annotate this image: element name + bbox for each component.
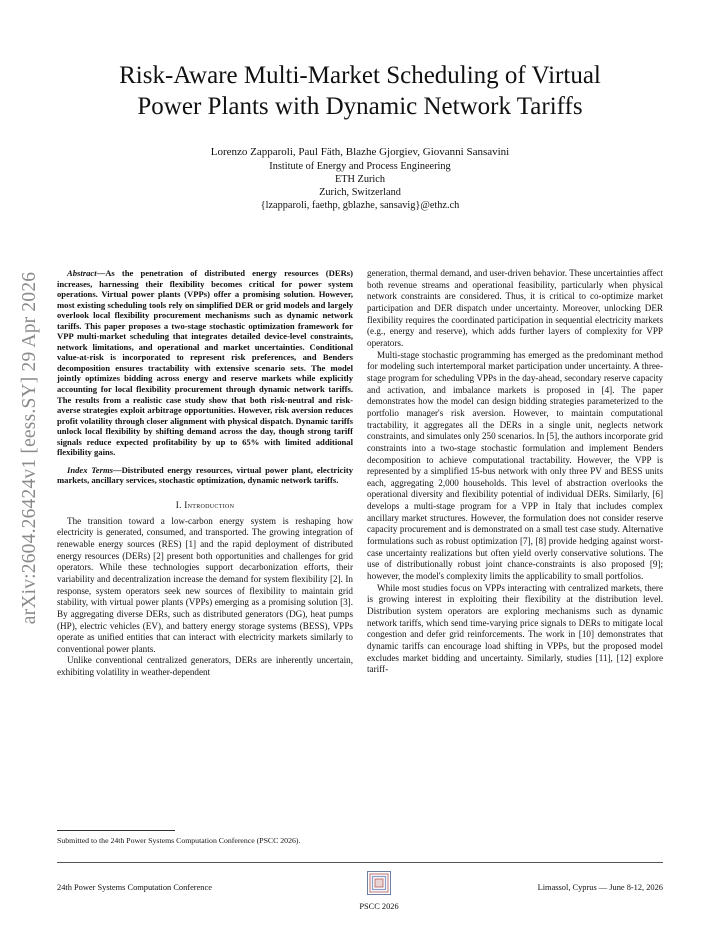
title-line-1: Risk-Aware Multi-Market Scheduling of Virtual [119, 62, 601, 89]
section-heading-introduction: I. Introduction [175, 499, 235, 510]
footer-divider [57, 862, 663, 863]
arxiv-identifier [8, 258, 52, 638]
intro-paragraph-1: The transition toward a low-carbon energy system is reshaping how electricity is generated, consumed, and transported. The growing integration of renewable energy sources (RES) [1] and the rapid deployment of distributed energy resources (DERs) [2] present both opportunities and challenges for grid operators. While these technologies support decarbonization efforts, their variability and decentralization increase the demand for system flexibility [2]. In response, system operators seek new sources of flexibility to maintain grid stability, with virtual power plants (VPPs) emerging as a promising solution [3]. By aggregating diverse DERs, such as distributed generators (DG), heat pumps (HP), electric vehicles (EV), and battery energy storage systems (BESS), VPPs operate as unified entities that can interact with electricity markets similarly to conventional power plants. [57, 515, 353, 654]
index-terms-label: Index Terms [67, 464, 113, 475]
title-line-2: Power Plants with Dynamic Network Tariffs [137, 93, 583, 120]
abstract [57, 268, 353, 458]
intro-paragraph-2: Unlike conventional centralized generators, DERs are inherently uncertain, exhibiting volatility in weather-dependent [57, 655, 353, 678]
right-paragraph-3: While most studies focus on VPPs interacting with centralized markets, there is growing interest in exploiting their flexibility at the distribution level. Distribution system operators are exploring mechanisms such as dynamic network tariffs, which send time-varying price signals to DERs to mitigate local congestion and defer grid reinforcements. The work in [10] demonstrates that dynamic tariffs can encourage load shifting in VPPs, but the proposed model excludes market bidding and uncertainty. Similarly, studies [11], [12] explore tariff- [367, 582, 663, 675]
footnote-divider [57, 830, 175, 831]
paper-title [60, 60, 660, 122]
right-paragraph-2: Multi-stage stochastic programming has emerged as the predominant method for modeling such intertemporal market participation under uncertainty. A three-stage program for scheduling VPPs in the day-ahead, secondary reserve capacity and activation, and imbalance markets is proposed in [4]. The paper demonstrates how the model can design bidding strategies parameterized to the portfolio manager's risk aversion. However, to maintain computational tractability, it aggregates all the DERs in a single unit, neglects network constraints, and simulates only 250 scenarios. In [5], the authors incorporate grid constraints into a two-stage stochastic formulation and implement Benders decomposition to achieve computational tractability. However, the VPP is represented by a simplified 15-bus network with only three PV and BESS units each, aggregating 2,000 households. This level of abstraction overlooks the operational diversity and flexibility potential of individual DERs. Similarly, [6] develops a multi-stage program for a VPP in Italy that includes complex ancillary market structures. However, the formulation does not consider reserve capacity procurement and is demonstrated on a small test case study. Alternative formulations such as robust optimization [7], [8] provide hedging against worst-case uncertainty realizations but often yield overly conservative solutions. The use of distributionally robust joint chance-constraints is also proposed [9]; however, the model's complexity limits the applicability to small portfolios. [367, 349, 663, 582]
footer-conference: 24th Power Systems Computation Conference [57, 883, 212, 892]
author-emails: {lzapparoli, faethp, gblazhe, sansavig}@ethz.ch [260, 200, 460, 211]
pscc-logo-icon [367, 871, 391, 895]
index-terms-text: —Distributed energy resources, virtual power plant, electricity markets, ancillary services, stochastic optimization, dynamic network tariffs. [57, 464, 353, 486]
index-terms [57, 465, 353, 486]
left-column [57, 268, 353, 679]
abstract-text: —As the penetration of distributed energy resources (DERs) increases, harnessing their flexibility becomes critical for power system operations. Virtual power plants (VPPs) offer a promising solution. However, most existing scheduling tools rely on simplified DER or grid models and largely overlook local flexibility procurement mechanisms such as dynamic network tariffs. This paper proposes a two-stage stochastic optimization framework for VPP multi-market scheduling that integrates detailed device-level constraints, network limitations, and operational and market uncertainties. Conditional value-at-risk is incorporated to represent risk preferences, and Benders decomposition ensures tractability with extensive scenario sets. The model jointly optimizes bidding across energy and reserve markets while explicitly accounting for local flexibility procurement through dynamic network tariffs. The results from a realistic case study show that both risk-neutral and risk-averse strategies exploit arbitrage opportunities. However, risk aversion reduces profit volatility through closer alignment with physical dispatch. Dynamic tariffs unlock local flexibility by shifting demand across the day, though strong tariff signals reduce expected profitability by up to 65% with limited additional flexibility gains. [57, 268, 353, 458]
abstract-label: Abstract [67, 268, 97, 278]
arxiv-id-text: arXiv:2604.26424v1 [eess.SY] 29 Apr 2026 [19, 271, 40, 625]
affiliation-university: ETH Zurich [334, 174, 386, 185]
footer-pscc: PSCC 2026 [359, 902, 399, 911]
right-column [367, 268, 663, 676]
right-paragraph-1: generation, thermal demand, and user-driven behavior. These uncertainties affect both revenue streams and operational feasibility, particularly when physical network constraints are considered. Thus, it is critical to co-optimize market participation and DER dispatch under uncertainty. Moreover, unlocking DER flexibility requires the coordinated participation in sequential electricity markets (e.g., energy and reserve), which adds further layers of complexity for VPP operators. [367, 268, 663, 348]
footer-location-date: Limassol, Cyprus — June 8-12, 2026 [537, 883, 663, 892]
affiliation-location: Zurich, Switzerland [319, 187, 401, 198]
footnote: Submitted to the 24th Power Systems Computation Conference (PSCC 2026). [57, 836, 301, 845]
author-block [60, 146, 660, 212]
affiliation-institute: Institute of Energy and Process Engineering [269, 161, 451, 172]
author-names: Lorenzo Zapparoli, Paul Fäth, Blazhe Gjorgiev, Giovanni Sansavini [210, 146, 510, 158]
